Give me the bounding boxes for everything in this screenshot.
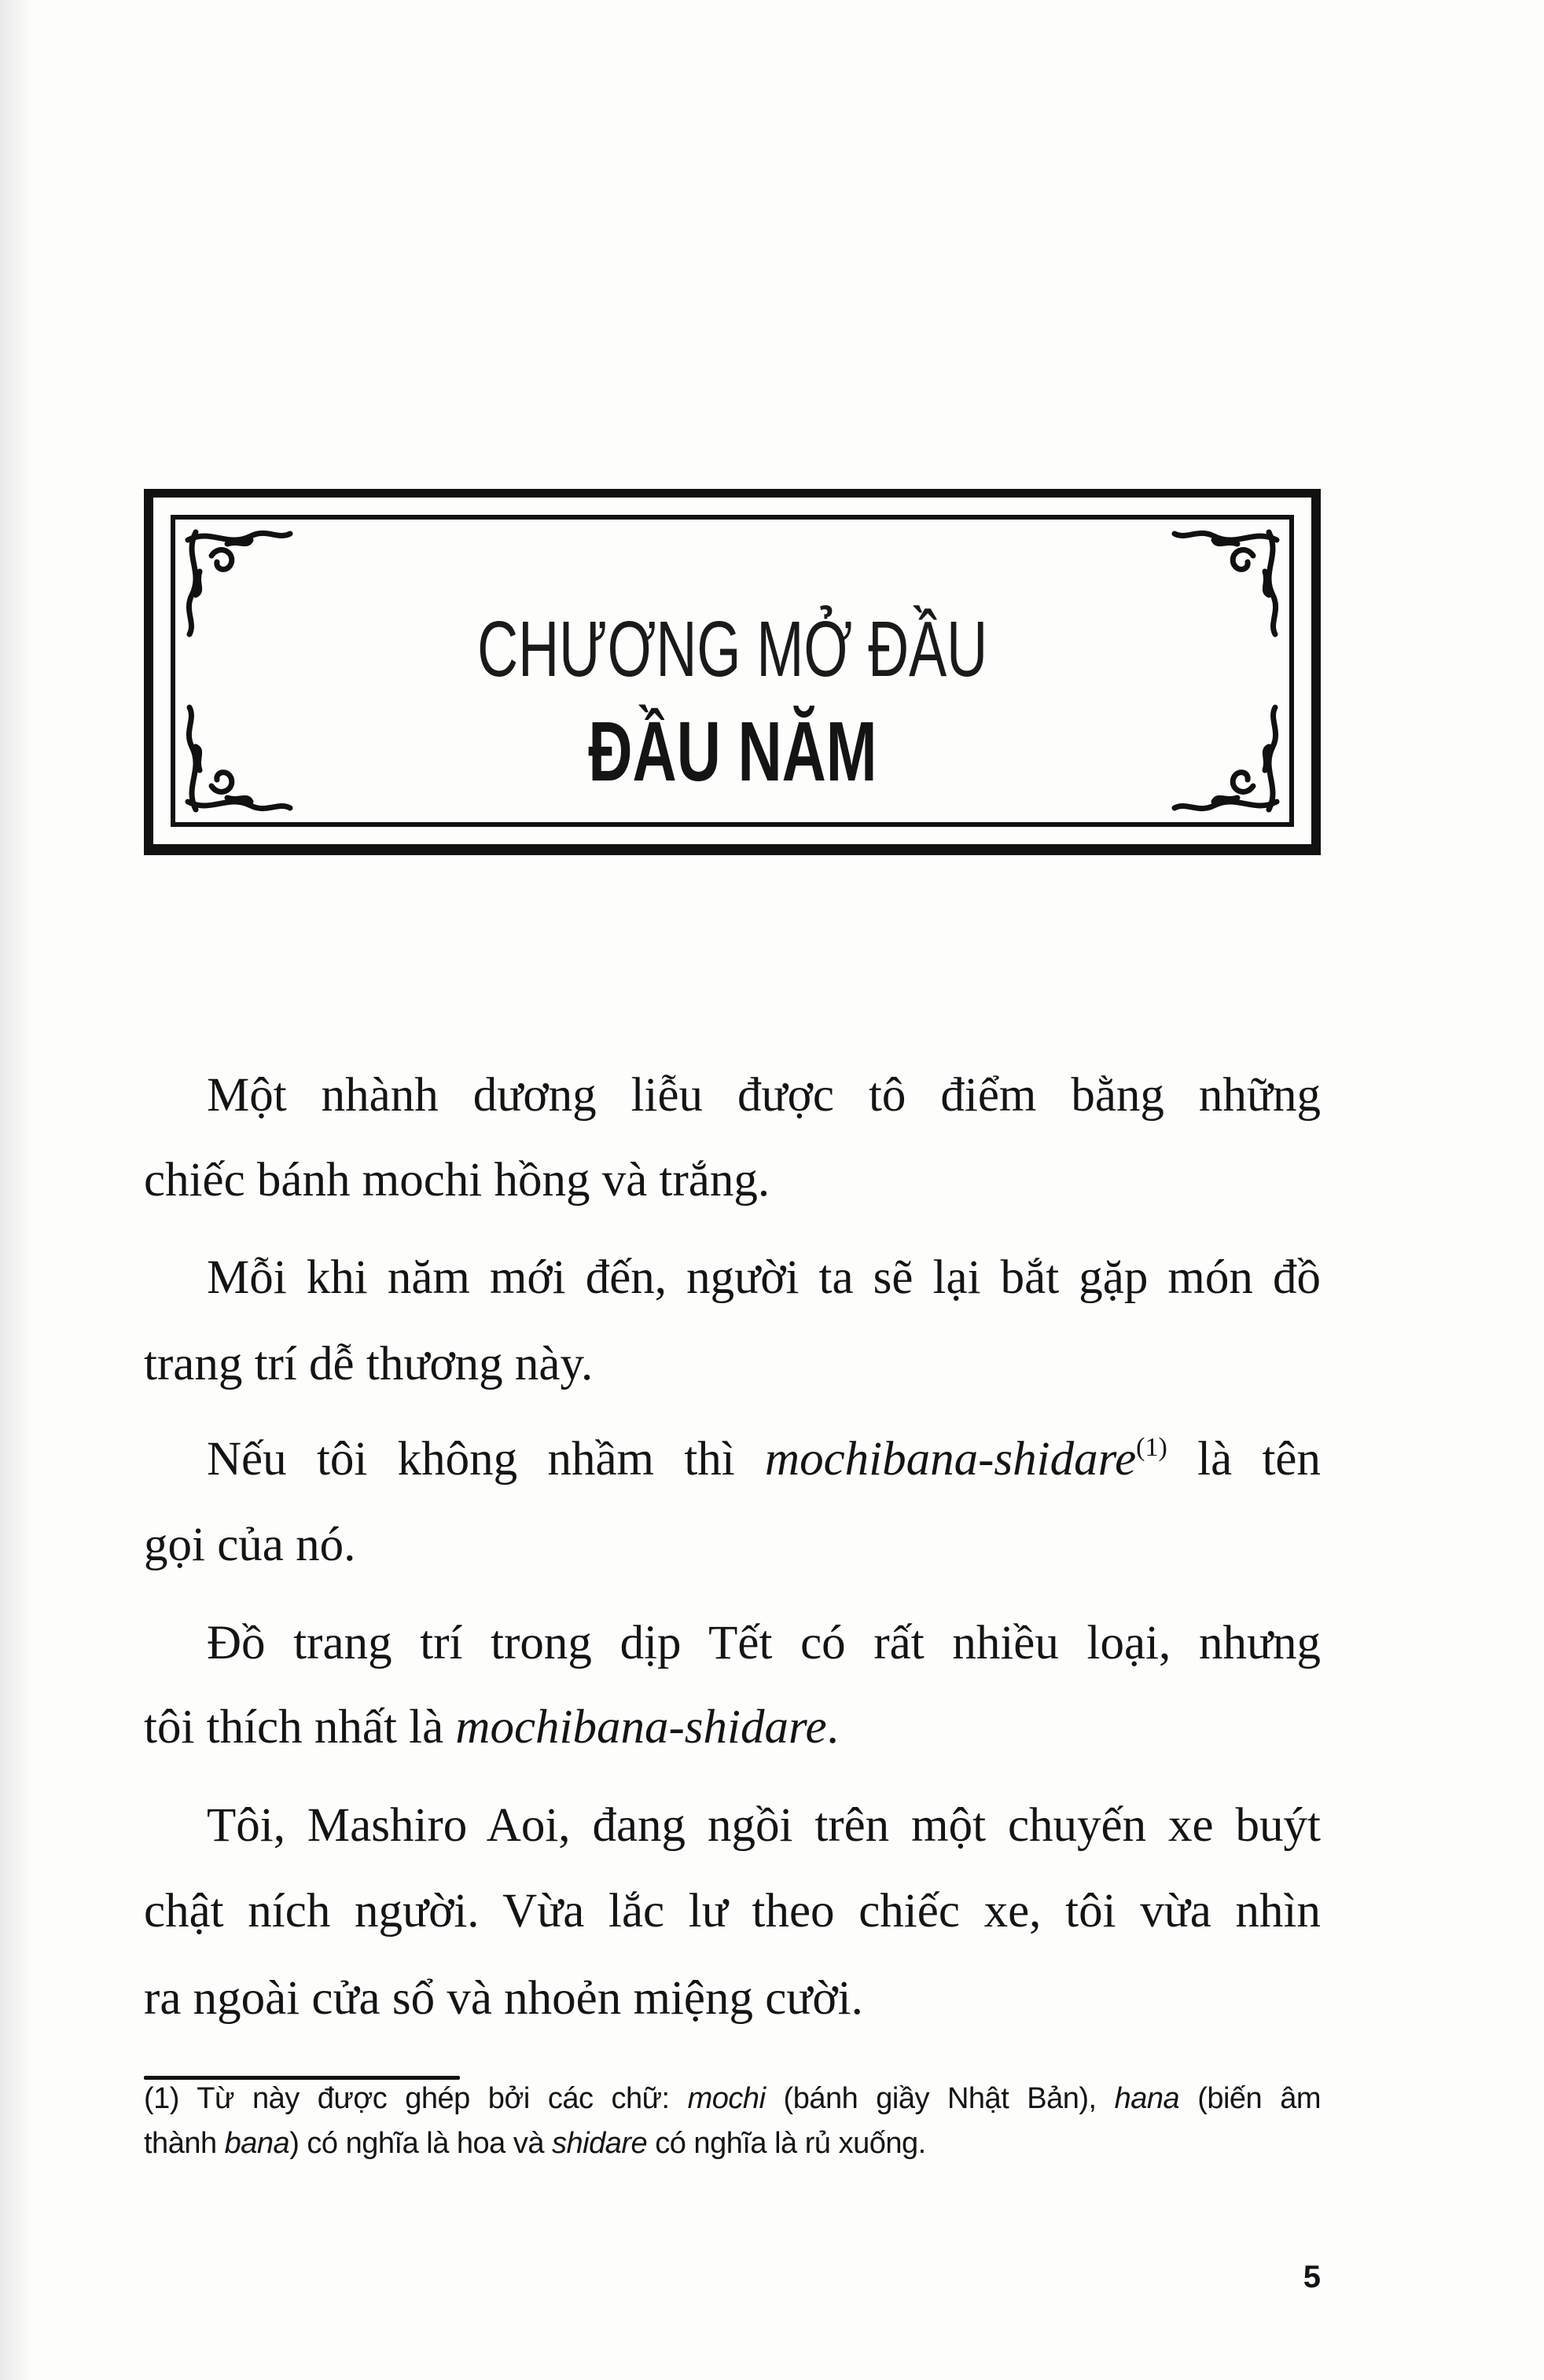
page-edge-shadow [0,0,31,2380]
paragraph-3-line-2: gọi của nó. [144,1519,356,1571]
italic-term: mochibana-shidare [765,1433,1137,1486]
italic-term: bana [224,2127,290,2160]
paragraph-2-line-2: trang trí dễ thương này. [144,1338,594,1390]
chapter-label [175,606,1289,692]
chapter-title [175,704,1289,799]
italic-term: shidare [552,2127,648,2160]
paragraph-3-line-1 [207,1424,1321,1495]
chapter-heading-frame [144,489,1321,855]
paragraph-5-line-3: ra ngoài cửa sổ và nhoẻn miệng cười. [144,1972,863,2025]
text: là tên [1167,1433,1321,1486]
footnote-line-1 [144,2077,1321,2121]
paragraph-1-line-1: Một nhành dương liễu được tô điểm bằng những [207,1069,1321,1122]
italic-term: hana [1114,2082,1180,2115]
text: . [826,1701,839,1754]
chapter-label-text: CHƯƠNG MỞ ĐẦU [477,605,987,693]
text: ) có nghĩa là hoa và [289,2127,553,2160]
footnote-ref: (1) [1136,1433,1167,1462]
chapter-title-text: ĐẦU NĂM [587,703,877,799]
paragraph-5-line-1: Tôi, Mashiro Aoi, đang ngồi trên một chuyến xe buýt [207,1799,1321,1852]
italic-term: mochibana-shidare [455,1701,827,1754]
italic-term: mochi [687,2082,766,2115]
paragraph-4-line-2 [144,1692,1321,1763]
text: thành [144,2127,225,2160]
page-number: 5 [1303,2260,1321,2294]
paragraph-5-line-2: chật ních người. Vừa lắc lư theo chiếc xe, tôi vừa nhìn [144,1885,1321,1937]
text: (1) Từ này được ghép bởi các chữ: [144,2082,688,2115]
text: (biến âm [1179,2082,1322,2115]
footnote-line-2 [144,2121,1321,2165]
text: tôi thích nhất là [144,1701,456,1754]
frame-inner-border [171,515,1294,827]
paragraph-1-line-2: chiếc bánh mochi hồng và trắng. [144,1154,770,1207]
paragraph-2-line-1: Mỗi khi năm mới đến, người ta sẽ lại bắt gặp món đồ [207,1251,1321,1304]
text: có nghĩa là rủ xuống. [647,2127,926,2160]
paragraph-4-line-1: Đồ trang trí trong dịp Tết có rất nhiều loại, nhưng [207,1617,1321,1669]
text: (bánh giầy Nhật Bản), [765,2082,1115,2115]
text: Nếu tôi không nhầm thì [207,1433,766,1486]
